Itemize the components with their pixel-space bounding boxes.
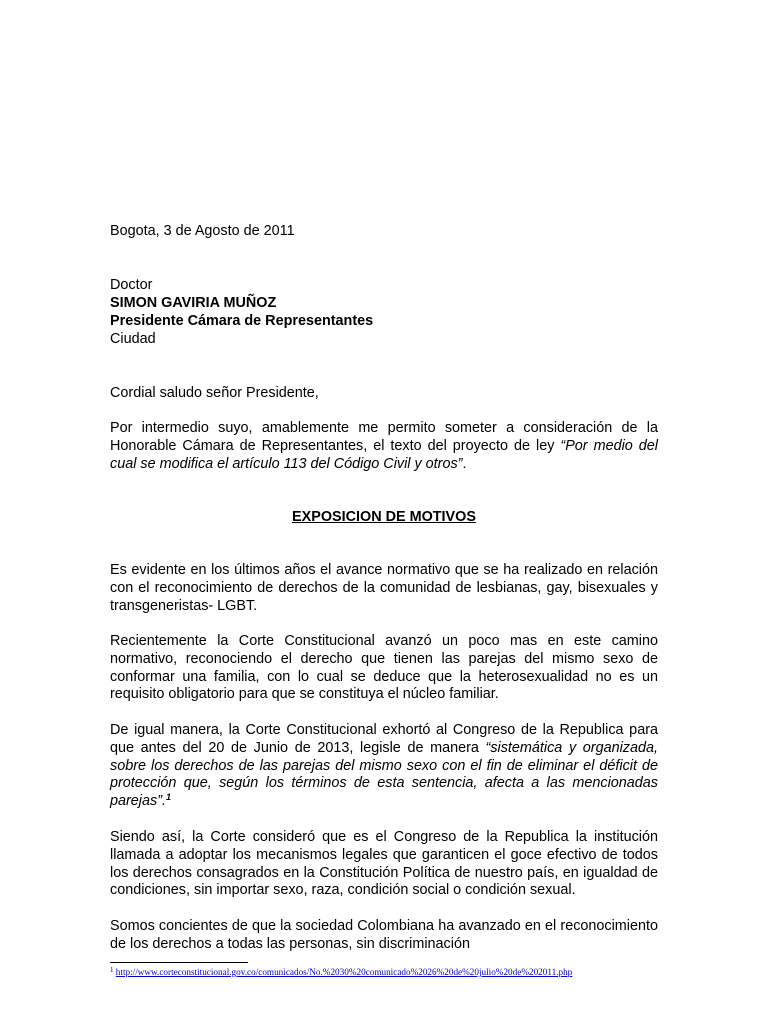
paragraph-1: Es evidente en los últimos años el avance normativo que se ha realizado en relación con el reconocimiento de derechos de la comunidad de lesbianas, gay, bisexuales y transgeneristas- LGBT. (110, 562, 658, 614)
footnote-link[interactable]: http://www.corteconstitucional.gov.co/comunicados/No.%2030%20comunicado%2026%20de%20julio%20de%202011.php (115, 967, 573, 977)
footnote (110, 966, 658, 978)
greeting: Cordial saludo señor Presidente, (110, 385, 319, 401)
paragraph-4: Siendo así, la Corte consideró que es el Congreso de la Republica la institución llamada a adoptar los mecanismos legales que garanticen el goce efectivo de todos los derechos consagrados en la Constitución Política de nuestro país, en igualdad de condiciones, sin importar sexo, raza, condición social o condición sexual. (110, 829, 658, 899)
footnote-marker: 1 (110, 966, 114, 974)
intro-end: . (462, 455, 467, 472)
section-title-text: EXPOSICION DE MOTIVOS (292, 509, 476, 525)
recipient-position: Presidente Cámara de Representantes (110, 313, 374, 329)
date-line: Bogota, 3 de Agosto de 2011 (110, 223, 295, 239)
section-title (110, 509, 658, 527)
letter-page (110, 0, 658, 1024)
footnote-divider (110, 962, 248, 963)
intro-text: Por intermedio suyo, amablemente me permito someter a consideración de la Honorable Cámara de Representantes, el texto del proyecto de ley (110, 420, 658, 454)
paragraph-5: Somos concientes de que la sociedad Colombiana ha avanzado en el reconocimiento de los derechos a todas las personas, sin discriminación (110, 918, 658, 952)
recipient-city: Ciudad (110, 331, 156, 347)
paragraph-2: Recientemente la Corte Constitucional avanzó un poco mas en este camino normativo, reconociendo el derecho que tienen las parejas del mismo sexo de conformar una familia, con lo cual se deduce que la heterosexualidad no es un requisito obligatorio para que se constituya el núcleo familiar. (110, 633, 658, 703)
recipient-title: Doctor (110, 277, 153, 293)
intro-paragraph (110, 420, 658, 473)
recipient-name: SIMON GAVIRIA MUÑOZ (110, 295, 277, 311)
paragraph-3-text: De igual manera, la Corte Constitucional exhortó al Congreso de la Republica para que antes del 20 de Junio de 2013, legisle de manera (110, 722, 658, 756)
paragraph-3-quote: “sistemática y organizada, sobre los derechos de las parejas del mismo sexo con el fin de eliminar el déficit de protección que, según los términos de esta sentencia, afecta a las mencionadas parejas”. (110, 739, 658, 810)
footnote-reference: 1 (166, 792, 172, 803)
intro-quote: “Por medio del cual se modifica el artículo 113 del Código Civil y otros” (110, 437, 658, 472)
paragraph-3 (110, 722, 658, 811)
